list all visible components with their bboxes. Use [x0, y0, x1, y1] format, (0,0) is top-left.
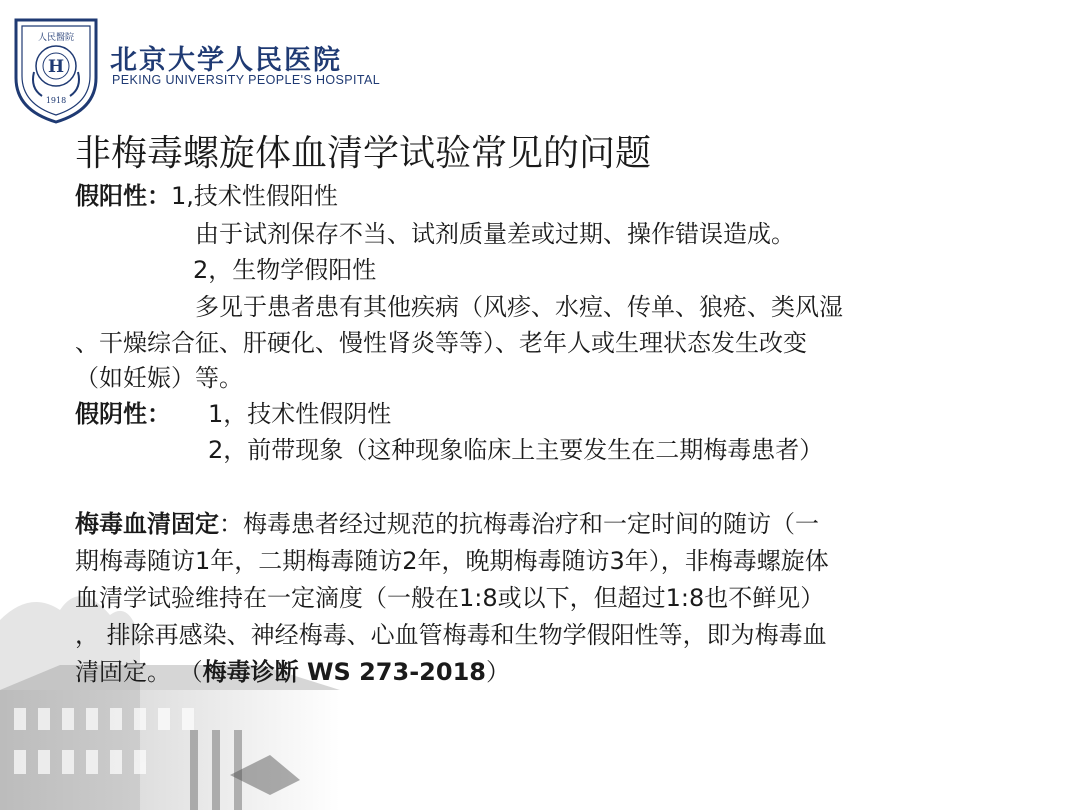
slide-title: 非梅毒螺旋体血清学试验常见的问题 — [75, 133, 652, 174]
serofast-label: 梅毒血清固定 — [75, 510, 219, 538]
hospital-name-en: PEKING UNIVERSITY PEOPLE'S HOSPITAL — [112, 73, 381, 87]
false-negative-row — [75, 396, 171, 432]
hospital-logo — [12, 16, 100, 124]
fp-item1-desc: 由于试剂保存不当、试剂质量差或过期、操作错误造成。 — [195, 220, 795, 248]
serofast-line-1: 梅毒血清固定：梅毒患者经过规范的抗梅毒治疗和一定时间的随访（一 — [75, 510, 819, 538]
reference-citation: 梅毒诊断 WS 273-2018 — [202, 658, 486, 686]
logo-top-text: 人民醫院 — [37, 33, 75, 43]
fp-item2-desc-line1: 多见于患者患有其他疾病（风疹、水痘、传单、狼疮、类风湿 — [195, 293, 843, 321]
fn-item2: 2，前带现象（这种现象临床上主要发生在二期梅毒患者） — [208, 436, 824, 464]
fp-item1: 1,技术性假阳性 — [171, 182, 338, 210]
false-negative-label: 假阴性： — [75, 400, 171, 428]
serofast-paragraph — [75, 506, 1025, 691]
hospital-name-cn: 北京大学人民医院 — [110, 45, 342, 76]
serofast-line-2: 期梅毒随访1年，二期梅毒随访2年，晚期梅毒随访3年），非梅毒螺旋体 — [75, 547, 829, 575]
false-positive-row — [75, 178, 338, 214]
fn-item1: 1，技术性假阴性 — [208, 400, 392, 428]
serofast-line-4: ， 排除再感染、神经梅毒、心血管梅毒和生物学假阳性等，即为梅毒血 — [75, 621, 827, 649]
logo-year: 1918 — [45, 96, 67, 105]
fp-item2-desc-line2: 、干燥综合征、肝硬化、慢性肾炎等等）、老年人或生理状态发生改变 — [75, 329, 807, 357]
serofast-line-5: 清固定。 （梅毒诊断 WS 273-2018） — [75, 658, 510, 686]
serofast-line-3: 血清学试验维持在一定滴度（一般在1:8或以下，但超过1:8也不鲜见） — [75, 584, 825, 612]
fp-item2-desc-line3: （如妊娠）等。 — [75, 364, 243, 392]
svg-text:H: H — [47, 57, 65, 77]
false-positive-label: 假阳性： — [75, 182, 171, 210]
fp-item2: 2，生物学假阳性 — [193, 256, 377, 284]
header — [0, 0, 1080, 130]
